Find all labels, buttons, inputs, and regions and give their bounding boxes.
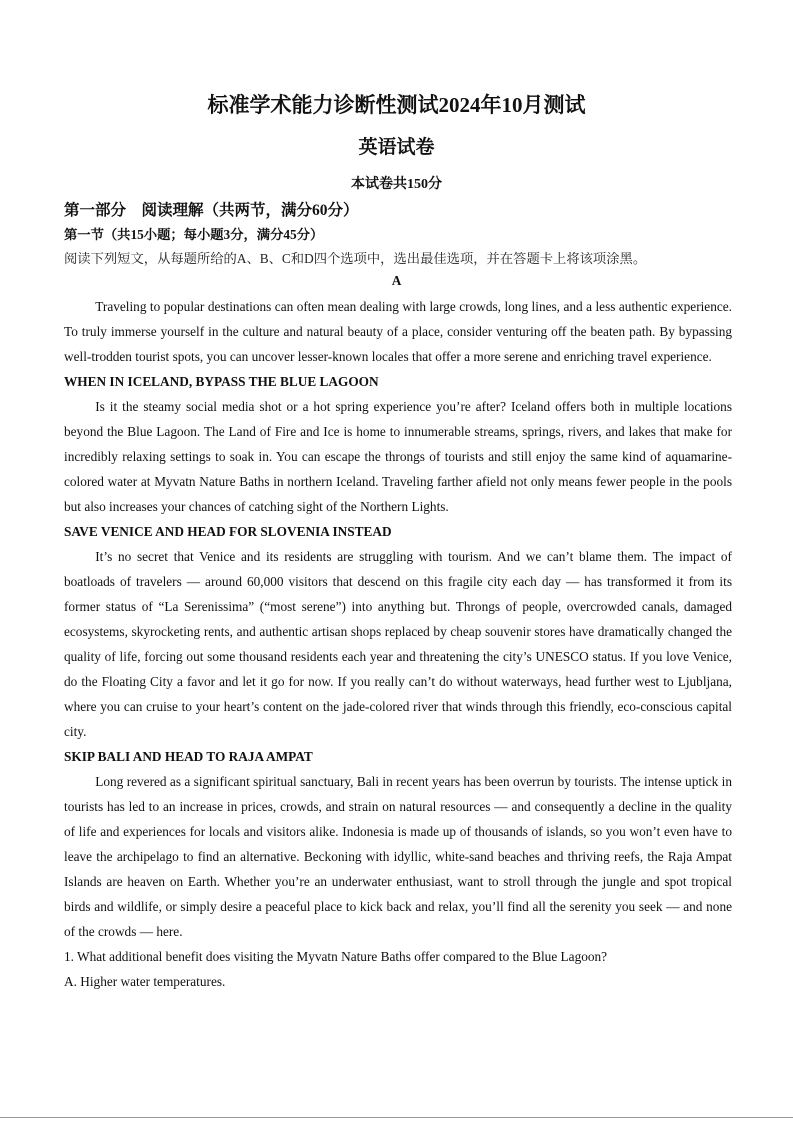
subject-title: 英语试卷 — [358, 137, 435, 158]
passage-label: A — [391, 273, 402, 288]
instructions: 阅读下列短文，从每题所给的A、B、C和D四个选项中，选出最佳选项，并在答题卡上将该项涂黑。 — [64, 251, 647, 266]
section-heading-bali: SKIP BALI AND HEAD TO RAJA AMPAT — [64, 749, 313, 764]
section-text-bali: Long revered as a significant spiritual sanctuary, Bali in recent years has been overrun by tourists. The intense uptick in tourists has led to an increase in prices, crowds, and strain on natural resources — and consequently a decline in the quality of life and experiences for locals and visitors alike. Indonesia is made up of thousands of islands, so you won’t even have to leave the archipelago to find an alternative. Beckoning with idyllic, white-sand beaches and thriving reefs, the Raja Ampat Islands are heaven on Earth. Whether you’re an underwater enthusiast, want to stroll through the jungle and spot tropical birds and wildlife, or simply desire a peaceful place to kick back and relax, you’ll find all the serenity you seek — and none of the crowds — here. — [64, 774, 732, 939]
section-heading: 第一节（共15小题；每小题3分，满分45分） — [64, 227, 324, 242]
part-heading: 第一部分 阅读理解（共两节，满分60分） — [64, 202, 359, 219]
section-heading-iceland: WHEN IN ICELAND, BYPASS THE BLUE LAGOON — [64, 374, 379, 389]
section-heading-venice: SAVE VENICE AND HEAD FOR SLOVENIA INSTEAD — [64, 524, 392, 539]
passage-body — [64, 294, 732, 994]
section-text-iceland: Is it the steamy social media shot or a hot spring experience you’re after? Iceland offers both in multiple locations beyond the Blue Lagoon. The Land of Fire and Ice is home to innumerable streams, springs, rivers, and lakes that make for incredibly relaxing settings to soak in. You can escape the throngs of tourists and still enjoy the same kind of aquamarine-colored water at Myvatn Nature Baths in northern Iceland. Traveling farther afield not only means fewer people in the pools but also increases your chances of catching sight of the Northern Lights. — [64, 399, 732, 514]
total-score: 本试卷共150分 — [351, 177, 442, 192]
passage-intro: Traveling to popular destinations can often mean dealing with large crowds, long lines, and a less authentic experience. To truly immerse yourself in the culture and natural beauty of a place, consider venturing off the beaten path. By bypassing well-trodden tourist spots, you can uncover lesser-known locales that offer a more serene and enriching travel experience. — [64, 299, 732, 364]
exam-title: 标准学术能力诊断性测试2024年10月测试 — [207, 93, 586, 117]
section-text-venice: It’s no secret that Venice and its residents are struggling with tourism. And we can’t blame them. The impact of boatloads of travelers — around 60,000 visitors that descend on this fragile city each day — has transformed it from its former status of “La Serenissima” (“most serene”) into anything but. Throngs of people, overcrowded canals, damaged ecosystems, skyrocketing rents, and authentic artisan shops replaced by cheap souvenir stores have dramatically changed the quality of life, forcing out some thousand residents each year and threatening the city’s UNESCO status. If you love Venice, do the Floating City a favor and let it go for now. If you really can’t do without waterways, head further west to Ljubljana, where you can cruise to your heart’s content on the jade-colored river that winds through this friendly, eco-conscious capital city. — [64, 549, 732, 739]
page-bottom-rule — [0, 1117, 793, 1118]
question-1-option-a: A. Higher water temperatures. — [64, 974, 226, 989]
question-1-stem: 1. What additional benefit does visiting the Myvatn Nature Baths offer compared to the Blue Lagoon? — [64, 949, 608, 964]
